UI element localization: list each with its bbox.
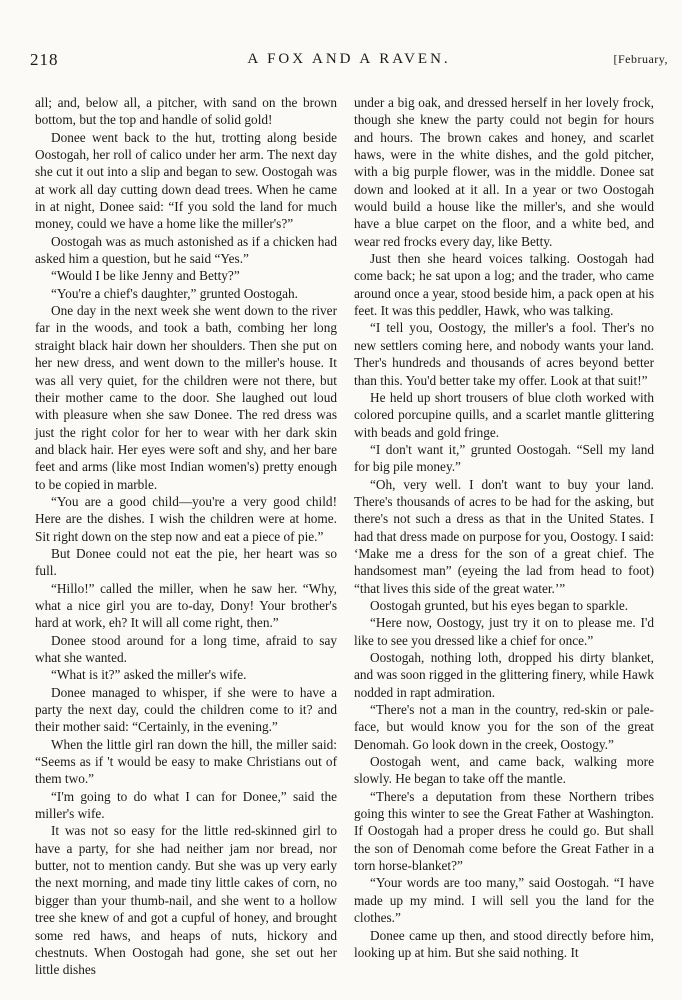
paragraph: When the little girl ran down the hill, the miller said: “Seems as if 't would be easy to make Christians out of them two.” xyxy=(35,736,337,787)
right-column xyxy=(354,94,654,961)
paragraph: “I tell you, Oostogy, the miller's a fool. Ther's no new settlers coming here, and nobody wants your land. Ther's hundreds and thousands of acres beyond better than this. You'd better take my offer. Look at that suit!” xyxy=(354,320,654,388)
running-header xyxy=(30,50,668,72)
running-month: [February, xyxy=(613,52,668,66)
paragraph: “Oh, very well. I don't want to buy your land. There's thousands of acres to be had for the asking, but there's not such a dress as that in the United States. I had that dress made on purpose for you, Oostogy. I said: ‘Make me a dress for the son of a great chief. The handsomest man” (eyeing the lad from head to foot) “that lives this side of the great water.’” xyxy=(354,476,654,596)
paragraph: “Would I be like Jenny and Betty?” xyxy=(51,268,240,284)
paragraph: all; and, below all, a pitcher, with sand on the brown bottom, but the top and handle of solid gold! xyxy=(35,95,337,128)
paragraph: Oostogah went, and came back, walking more slowly. He began to take off the mantle. xyxy=(354,754,654,787)
paragraph: Donee stood around for a long time, afraid to say what she wanted. xyxy=(35,632,337,665)
running-title: A FOX AND A RAVEN. xyxy=(247,51,451,67)
paragraph: under a big oak, and dressed herself in her lovely frock, though she knew the party could not begin for hours and hours. The brown cakes and honey, and scarlet haws, were in the white dishes, and the gold pitcher, with a big purple flower, was in the middle. Donee sat down and looked at it all. In a year or two Oostogah would build a house like the miller's, and she would have a blue carpet on the floor, and a white bed, and wear red frocks every day, like Betty. xyxy=(354,95,654,249)
paragraph: Donee managed to whisper, if she were to have a party the next day, could the children come to it? and their mother said: “Certainly, in the evening.” xyxy=(35,684,337,735)
paragraph: “I'm going to do what I can for Donee,” said the miller's wife. xyxy=(35,788,337,822)
paragraph: One day in the next week she went down to the river far in the woods, and took a bath, combing her long straight black hair down her shoulders. Then she put on her new dress, and went down to the miller's house. It was all very quiet, for the children were not there, but their mother came to the door. She laughed out loud with pleasure when she saw Donee. The red dress was just the right color for her to wear with her dark skin and black hair. Her eyes were soft and shy, and her bare feet and arms (like most Indian women's) pretty enough to be copied in marble. xyxy=(35,303,337,492)
paragraph: “There's not a man in the country, red-skin or pale-face, but would know you for the son of the great Denomah. Go look down in the creek, Oostogy.” xyxy=(354,702,654,752)
left-column xyxy=(35,94,337,979)
paragraph: He held up short trousers of blue cloth worked with colored porcupine quills, and a scarlet mantle glittering with beads and gold fringe. xyxy=(354,389,654,440)
paragraph: “There's a deputation from these Northern tribes going this winter to see the Great Father at Washington. If Oostogah had a proper dress he could go. But shall the son of Denomah come before the Great Father in a torn horse-blanket?” xyxy=(354,788,654,874)
paragraph: Oostogah was as much astonished as if a chicken had asked him a question, but he said “Yes.” xyxy=(35,233,337,267)
paragraph: “Hillo!” called the miller, when he saw her. “Why, what a nice girl you are to-day, Dony! Your brother's hard at work, eh? It will all come right, then.” xyxy=(35,580,337,631)
paragraph: “You're a chief's daughter,” grunted Oostogah. xyxy=(51,285,298,301)
page-number: 218 xyxy=(30,50,59,69)
paragraph: Donee came up then, and stood directly before him, looking up at him. But she said nothing. It xyxy=(354,927,654,960)
paragraph: “Your words are too many,” said Oostogah. “I have made up my mind. I will sell you the land for the clothes.” xyxy=(354,875,654,926)
paragraph: “What is it?” asked the miller's wife. xyxy=(51,667,247,683)
paragraph: Oostogah, nothing loth, dropped his dirty blanket, and was soon rigged in the glittering finery, while Hawk nodded in rapt admiration. xyxy=(354,650,654,700)
paragraph: Just then she heard voices talking. Oostogah had come back; he sat upon a log; and the trader, who came around once a year, stood beside him, a pack open at his feet. It was this peddler, Hawk, who was talking. xyxy=(354,251,654,319)
paragraph: But Donee could not eat the pie, her heart was so full. xyxy=(35,545,337,579)
paragraph: “Here now, Oostogy, just try it on to please me. I'd like to see you dressed like a chief for once.” xyxy=(354,615,654,648)
paragraph: “You are a good child—you're a very good child! Here are the dishes. I wish the children were at home. Sit right down on the step now and eat a piece of pie.” xyxy=(35,493,337,544)
paragraph: “I don't want it,” grunted Oostogah. “Sell my land for big pile money.” xyxy=(354,441,654,475)
paragraph: Donee went back to the hut, trotting along beside Oostogah, her roll of calico under her arm. The next day she cut it out into a slip and began to sew. Oostogah was at work all day cutting down dead trees. When he came in at night, Donee said: “If you sold the land for much money, could we have a home like the miller's?” xyxy=(35,129,337,232)
paragraph: Oostogah grunted, but his eyes began to sparkle. xyxy=(370,597,629,613)
paragraph: It was not so easy for the little red-skinned girl to have a party, for she had neither jam nor bread, nor butter, not to mention candy. But she was up very early the next morning, and made tiny little cakes of corn, no bigger than your thumb-nail, and she went to a hollow tree she knew of and got a cupful of honey, and brought some red haws, and heaps of nuts, hickory and chestnuts. When Oostogah had gone, she set out her little dishes xyxy=(35,823,337,978)
